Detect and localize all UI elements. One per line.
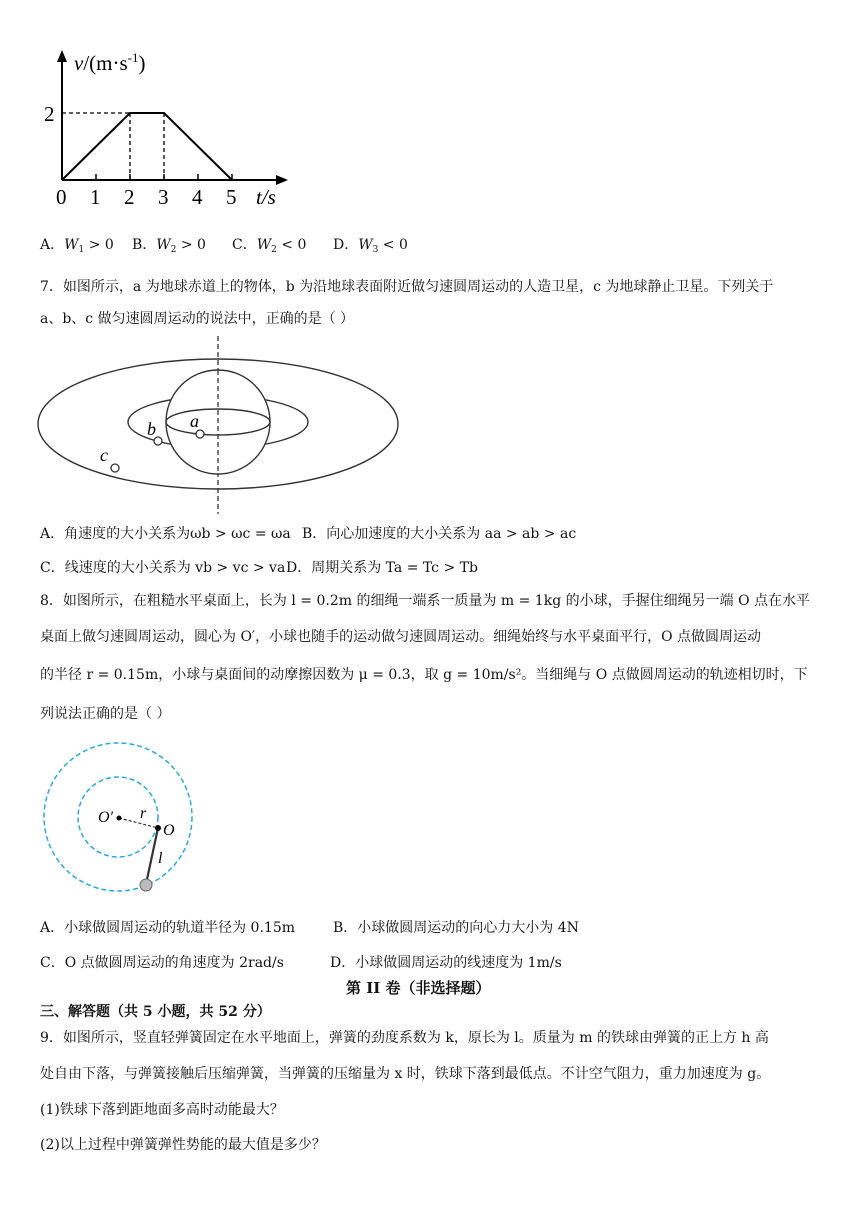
q6-option-a: A．$W_1 > 0$ [40, 237, 114, 255]
q8-option-c: C．O 点做圆周运动的角速度为 2rad/s [40, 955, 284, 971]
q8-option-a: A．小球做圆周运动的轨道半径为 0.15m [40, 920, 296, 936]
q7-option-b: B．向心加速度的大小关系为 aa > ab > ac [302, 526, 577, 542]
label-o: O [163, 822, 175, 839]
orbit-diagram [36, 336, 440, 516]
velocity-time-graph [30, 40, 300, 215]
section-title: 第 II 卷（非选择题） [346, 979, 491, 997]
v-axis-label-exponent: -1 [127, 50, 139, 65]
object-a [196, 430, 204, 438]
q8-option-b: B．小球做圆周运动的向心力大小为 4N [333, 920, 579, 936]
v-axis-arrow [57, 50, 67, 62]
q8-stem-line-2: 桌面上做匀速圆周运动，圆心为 O′，小球也随手的运动做匀速圆周运动。细绳始终与水平桌面平行，O 点做圆周运动 [40, 629, 762, 645]
center-point [117, 816, 122, 821]
x-tick-label: 2 [124, 185, 135, 209]
label-r: r [140, 805, 147, 822]
q8-option-d: D．小球做圆周运动的线速度为 1m/s [330, 955, 562, 971]
q9-subquestion-1: (1)铁球下落到距地面多高时动能最大？ [40, 1102, 284, 1118]
y-tick-label: 2 [44, 102, 55, 126]
velocity-curve [62, 113, 232, 180]
satellite-c [111, 464, 119, 472]
string-l [146, 828, 158, 884]
q7-stem-line-1: 7．如图所示，a 为地球赤道上的物体，b 为沿地球表面附近做匀速圆周运动的人造卫星，c 为地球静止卫星。下列关于 [40, 279, 774, 295]
x-tick-label: 5 [226, 185, 237, 209]
label-c: c [100, 445, 108, 465]
q6-option-b: B．$W_2 > 0$ [132, 237, 206, 255]
ball [140, 879, 152, 891]
t-axis-label: t/s [256, 185, 276, 209]
v-axis-label: $v/(m\cdot s^{-1})$ [74, 50, 146, 75]
radius-r [119, 818, 158, 828]
x-tick-label: 3 [158, 185, 169, 209]
q7-option-d: D．周期关系为 Ta = Tc > Tb [286, 560, 478, 576]
x-tick-label: 0 [56, 185, 67, 209]
part3-heading: 三、解答题（共 5 小题，共 52 分） [40, 1004, 271, 1020]
q7-stem-line-2: a、b、c 做匀速圆周运动的说法中，正确的是（ ） [40, 311, 355, 327]
x-tick-label: 1 [90, 185, 101, 209]
q8-stem-line-4: 列说法正确的是（ ） [40, 706, 171, 722]
t-axis-arrow [276, 175, 288, 185]
q7-option-c: C．线速度的大小关系为 vb > vc > va [40, 560, 286, 576]
q6-option-d: D．$W_3 < 0$ [333, 237, 408, 255]
label-center: O′ [98, 809, 114, 826]
q6-option-c: C．$W_2 < 0$ [232, 237, 307, 255]
label-l: l [158, 850, 163, 867]
label-a: a [190, 411, 199, 431]
q8-stem-line-1: 8．如图所示，在粗糙水平桌面上，长为 l = 0.2m 的细绳一端系一质量为 m = 1kg 的小球，手握住细绳另一端 O 点在水平 [40, 593, 810, 609]
q9-stem-line-1: 9．如图所示，竖直轻弹簧固定在水平地面上，弹簧的劲度系数为 k，原长为 l。质量为 m 的铁球由弹簧的正上方 h 高 [40, 1030, 769, 1046]
q7-option-a: A．角速度的大小关系为ωb > ωc = ωa [40, 526, 291, 542]
q9-stem-line-2: 处自由下落，与弹簧接触后压缩弹簧，当弹簧的压缩量为 x 时，铁球下落到最低点。不计空气阻力，重力加速度为 g。 [40, 1066, 771, 1082]
label-b: b [147, 419, 156, 439]
q9-subquestion-2: (2)以上过程中弹簧弹性势能的最大值是多少？ [40, 1137, 326, 1153]
v-axis-label-close: ) [138, 51, 146, 75]
x-tick-label: 4 [192, 185, 203, 209]
q8-stem-line-3: 的半径 r = 0.15m，小球与桌面间的动摩擦因数为 μ = 0.3，取 g = 10m/s²。当细绳与 O 点做圆周运动的轨迹相切时，下 [40, 667, 808, 683]
circular-motion-diagram [40, 740, 210, 900]
point-o [155, 825, 161, 831]
